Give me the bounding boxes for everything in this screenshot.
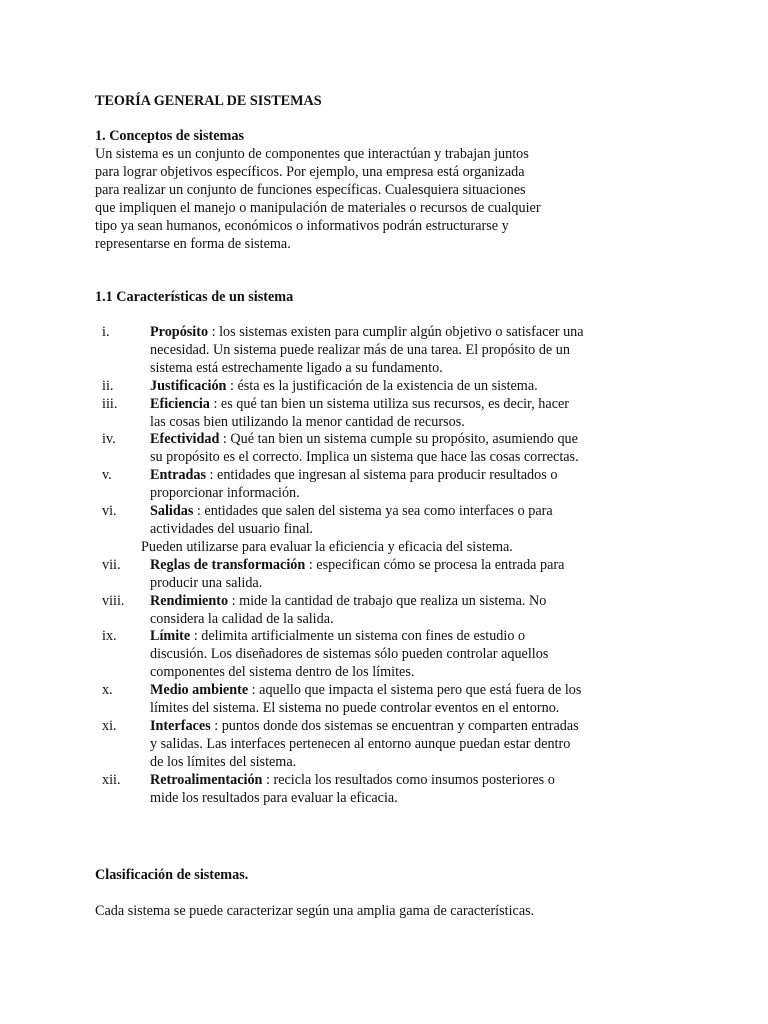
item-continuation-line: discusión. Los diseñadores de sistemas sólo pueden controlar aquellos [150, 646, 549, 663]
item-first-line [150, 593, 655, 611]
section-heading-conceptos: 1. Conceptos de sistemas [95, 128, 244, 144]
characteristic-item [95, 378, 655, 396]
item-term: Eficiencia [150, 395, 210, 412]
item-continuation-line: y salidas. Las interfaces pertenecen al entorno aunque puedan estar dentro [150, 735, 571, 752]
item-continuation-line: proporcionar información. [150, 485, 300, 502]
intro-line: que impliquen el manejo o manipulación de materiales o recursos de cualquier [95, 199, 541, 216]
item-term: Entradas [150, 467, 206, 484]
document-title: TEORÍA GENERAL DE SISTEMAS [95, 93, 322, 109]
classification-paragraph: Cada sistema se puede caracterizar según una amplia gama de características. [95, 903, 535, 919]
item-first-line [150, 396, 655, 414]
item-term: Efectividad [150, 431, 220, 448]
item-term: Reglas de transformación [150, 556, 306, 573]
item-first-line [150, 467, 655, 485]
item-term: Salidas [150, 503, 194, 520]
item-description: : especifican cómo se procesa la entrada para [305, 556, 565, 573]
item-number: iv. [102, 431, 116, 448]
item-first-line [150, 503, 655, 521]
item-description: : ésta es la justificación de la existencia de un sistema. [226, 377, 538, 394]
item-first-line [150, 378, 655, 396]
characteristic-item [95, 431, 655, 467]
item-description: : los sistemas existen para cumplir algún objetivo o satisfacer una [208, 324, 584, 340]
item-term: Justificación [150, 377, 227, 394]
section-heading-caracteristicas: 1.1 Características de un sistema [95, 289, 294, 305]
item-description: : es qué tan bien un sistema utiliza sus recursos, es decir, hacer [209, 395, 570, 412]
item-number: i. [102, 324, 110, 340]
item-continuation-line: mide los resultados para evaluar la eficacia. [150, 789, 398, 806]
section-heading-clasificacion: Clasificación de sistemas. [95, 867, 249, 883]
item-continuation-line: necesidad. Un sistema puede realizar más de una tarea. El propósito de un [150, 341, 570, 358]
item-continuation-line: sistema está estrechamente ligado a su fundamento. [150, 359, 443, 376]
intro-paragraph [95, 146, 575, 253]
item-first-line [150, 628, 655, 646]
item-continuation-line: las cosas bien utilizando la menor cantidad de recursos. [150, 413, 465, 430]
outputs-note: Pueden utilizarse para evaluar la eficiencia y eficacia del sistema. [141, 538, 513, 555]
characteristic-item [95, 772, 655, 808]
item-continuation-line: considera la calidad de la salida. [150, 610, 334, 627]
item-term: Interfaces [150, 717, 211, 734]
characteristic-item [95, 718, 655, 772]
item-term: Medio ambiente [150, 682, 249, 699]
item-number: xi. [102, 717, 117, 734]
item-first-line [150, 557, 655, 575]
characteristic-item [95, 324, 655, 378]
item-description: : mide la cantidad de trabajo que realiza un sistema. No [228, 592, 547, 609]
intro-line: para realizar un conjunto de funciones específicas. Cualesquiera situaciones [95, 181, 526, 198]
item-continuation-line: componentes del sistema dentro de los límites. [150, 664, 415, 681]
item-description: : entidades que salen del sistema ya sea como interfaces o para [193, 503, 553, 520]
item-first-line [150, 431, 655, 449]
intro-line: representarse en forma de sistema. [95, 235, 291, 252]
characteristic-item [95, 503, 655, 539]
item-number: ii. [102, 377, 114, 394]
item-continuation-line: de los límites del sistema. [150, 753, 297, 770]
item-term: Rendimiento [150, 592, 229, 609]
item-term: Propósito [150, 324, 209, 340]
characteristics-list [95, 324, 655, 807]
item-description: : puntos donde dos sistemas se encuentran y comparten entradas [210, 717, 579, 734]
intro-line: para lograr objetivos específicos. Por ejemplo, una empresa está organizada [95, 163, 525, 180]
item-number: xii. [102, 771, 121, 788]
item-term: Retroalimentación [150, 771, 263, 788]
item-number: viii. [102, 592, 125, 609]
item-continuation-line: su propósito es el correcto. Implica un sistema que hace las cosas correctas. [150, 449, 579, 466]
item-description: : recicla los resultados como insumos posteriores o [262, 771, 555, 788]
item-description: : aquello que impacta el sistema pero que está fuera de los [248, 682, 582, 699]
item-number: vii. [102, 556, 121, 573]
item-number: v. [102, 467, 112, 484]
item-continuation-line: actividades del usuario final. [150, 520, 314, 537]
item-first-line [150, 324, 655, 342]
item-continuation-line: límites del sistema. El sistema no puede controlar eventos en el entorno. [150, 700, 560, 717]
intro-line: tipo ya sean humanos, económicos o informativos podrán estructurarse y [95, 217, 509, 234]
intro-line: Un sistema es un conjunto de componentes que interactúan y trabajan juntos [95, 146, 529, 162]
item-number: ix. [102, 628, 117, 645]
characteristic-item [95, 557, 655, 593]
item-first-line [150, 772, 655, 790]
item-number: vi. [102, 503, 117, 520]
item-first-line [150, 682, 655, 700]
item-term: Límite [150, 628, 191, 645]
characteristic-item [95, 467, 655, 503]
characteristic-item [95, 682, 655, 718]
item-number: iii. [102, 395, 118, 412]
item-description: : delimita artificialmente un sistema con fines de estudio o [190, 628, 526, 645]
item-number: x. [102, 682, 113, 699]
item-continuation-line: producir una salida. [150, 574, 263, 591]
item-description: : Qué tan bien un sistema cumple su propósito, asumiendo que [219, 431, 578, 448]
characteristic-item [95, 396, 655, 432]
item-first-line [150, 718, 655, 736]
characteristic-item [95, 593, 655, 629]
item-description: : entidades que ingresan al sistema para producir resultados o [205, 467, 558, 484]
characteristic-item [95, 628, 655, 682]
